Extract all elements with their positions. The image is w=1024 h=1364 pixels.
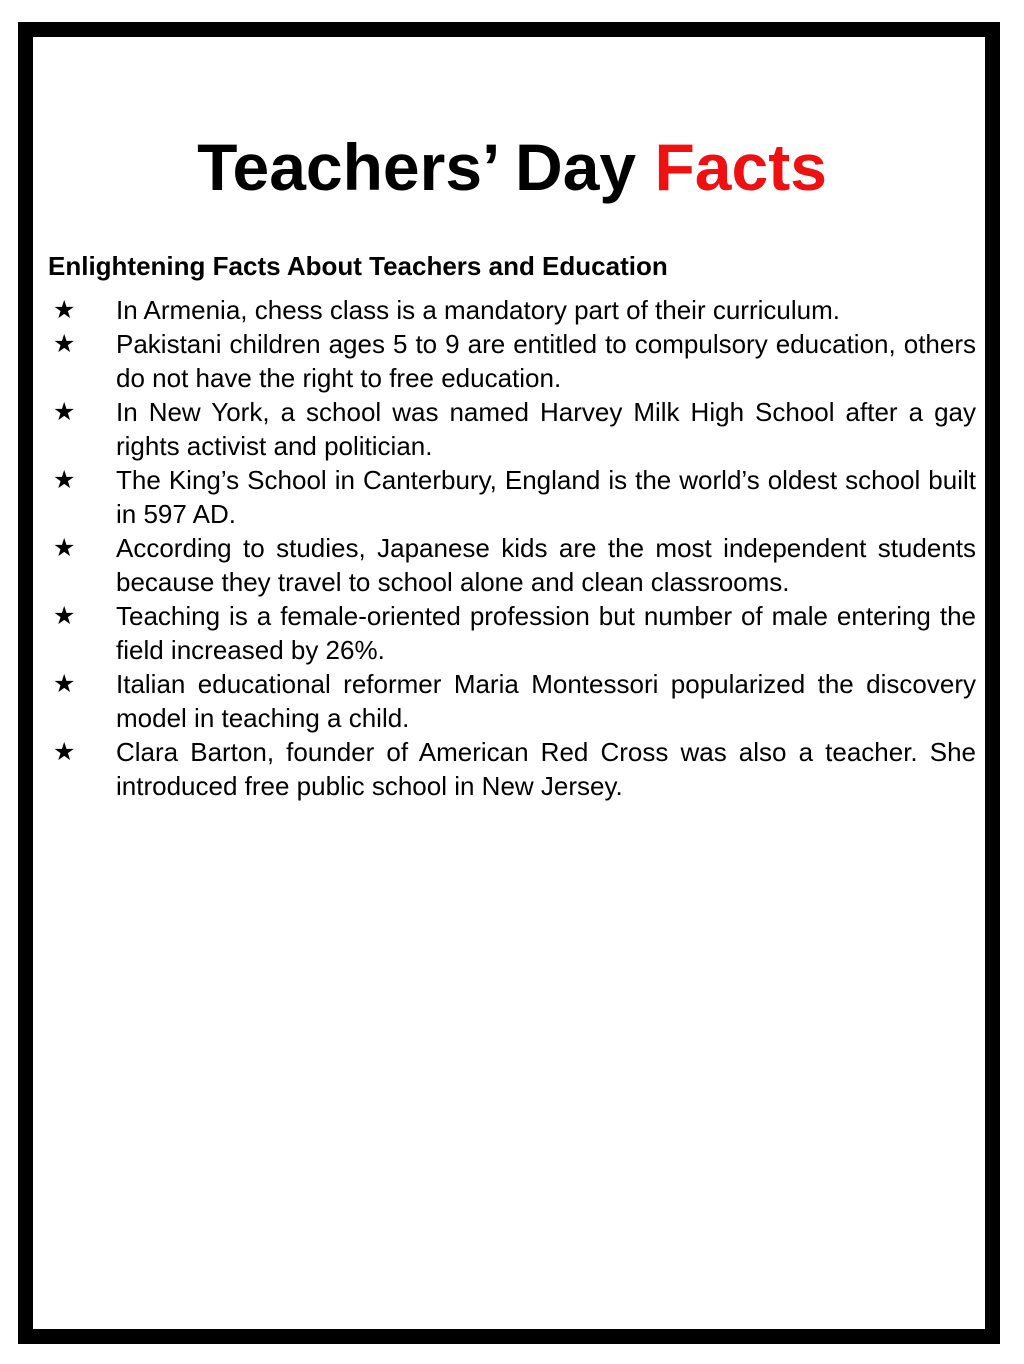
fact-item [48, 463, 976, 531]
fact-item [48, 667, 976, 735]
fact-item [48, 531, 976, 599]
title-main: Teachers’ Day [197, 130, 655, 204]
fact-text: Teaching is a female-oriented profession but number of male entering the field increased by 26%. [116, 601, 976, 665]
fact-text: Pakistani children ages 5 to 9 are entitled to compulsory education, others do not have the right to free education. [116, 329, 976, 393]
star-icon: ★ [53, 737, 76, 766]
star-icon: ★ [53, 465, 76, 494]
fact-text: The King’s School in Canterbury, England is the world’s oldest school built in 597 AD. [116, 465, 976, 529]
title-accent: Facts [654, 130, 827, 204]
fact-item [48, 293, 976, 327]
fact-text: Italian educational reformer Maria Montessori popularized the discovery model in teaching a child. [116, 669, 976, 733]
fact-text: Clara Barton, founder of American Red Cross was also a teacher. She introduced free public school in New Jersey. [116, 737, 976, 801]
fact-item [48, 395, 976, 463]
section-heading: Enlightening Facts About Teachers and Education [48, 251, 668, 281]
fact-item [48, 599, 976, 667]
fact-text: In Armenia, chess class is a mandatory part of their curriculum. [116, 295, 840, 325]
star-icon: ★ [53, 601, 76, 630]
fact-text: In New York, a school was named Harvey Milk High School after a gay rights activist and politician. [116, 397, 976, 461]
fact-item [48, 327, 976, 395]
star-icon: ★ [53, 295, 76, 324]
page-title [0, 128, 1024, 206]
fact-text: According to studies, Japanese kids are the most independent students because they travel to school alone and clean classrooms. [116, 533, 976, 597]
star-icon: ★ [53, 397, 76, 426]
fact-item [48, 735, 976, 803]
facts-list [48, 293, 976, 803]
star-icon: ★ [53, 329, 76, 358]
star-icon: ★ [53, 533, 76, 562]
star-icon: ★ [53, 669, 76, 698]
